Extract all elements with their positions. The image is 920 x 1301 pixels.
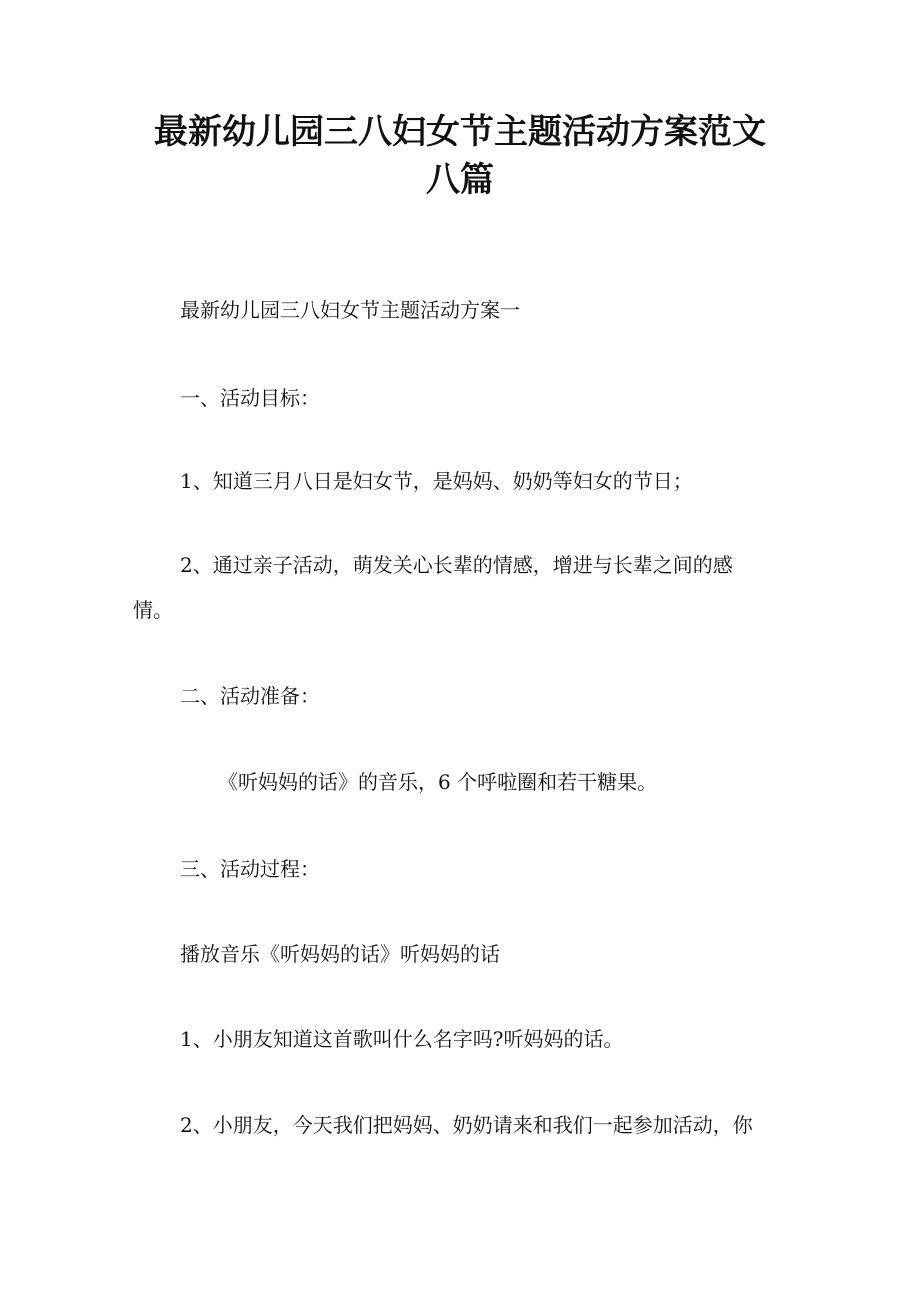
paragraph-process-2: 2、小朋友，今天我们把妈妈、奶奶请来和我们一起参加活动，你	[180, 1113, 753, 1137]
section-heading-plan-one: 最新幼儿园三八妇女节主题活动方案一	[180, 298, 520, 322]
paragraph-goal-2-continued: 情。	[133, 598, 173, 622]
paragraph-play-music: 播放音乐《听妈妈的话》听妈妈的话	[180, 942, 500, 966]
paragraph-goal-1: 1、知道三月八日是妇女节，是妈妈、奶奶等妇女的节日；	[180, 469, 693, 493]
paragraph-goal-2: 2、通过亲子活动，萌发关心长辈的情感，增进与长辈之间的感	[180, 553, 733, 577]
paragraph-process-1: 1、小朋友知道这首歌叫什么名字吗?听妈妈的话。	[180, 1027, 624, 1051]
paragraph-preparation: 《听妈妈的话》的音乐，6 个呼啦圈和若干糖果。	[218, 770, 658, 794]
heading-activity-goals: 一、活动目标：	[180, 386, 320, 410]
document-title-line-1: 最新幼儿园三八妇女节主题活动方案范文	[154, 112, 766, 152]
heading-activity-process: 三、活动过程：	[180, 857, 320, 881]
heading-activity-preparation: 二、活动准备：	[180, 684, 320, 708]
document-title-line-2: 八篇	[426, 160, 494, 200]
